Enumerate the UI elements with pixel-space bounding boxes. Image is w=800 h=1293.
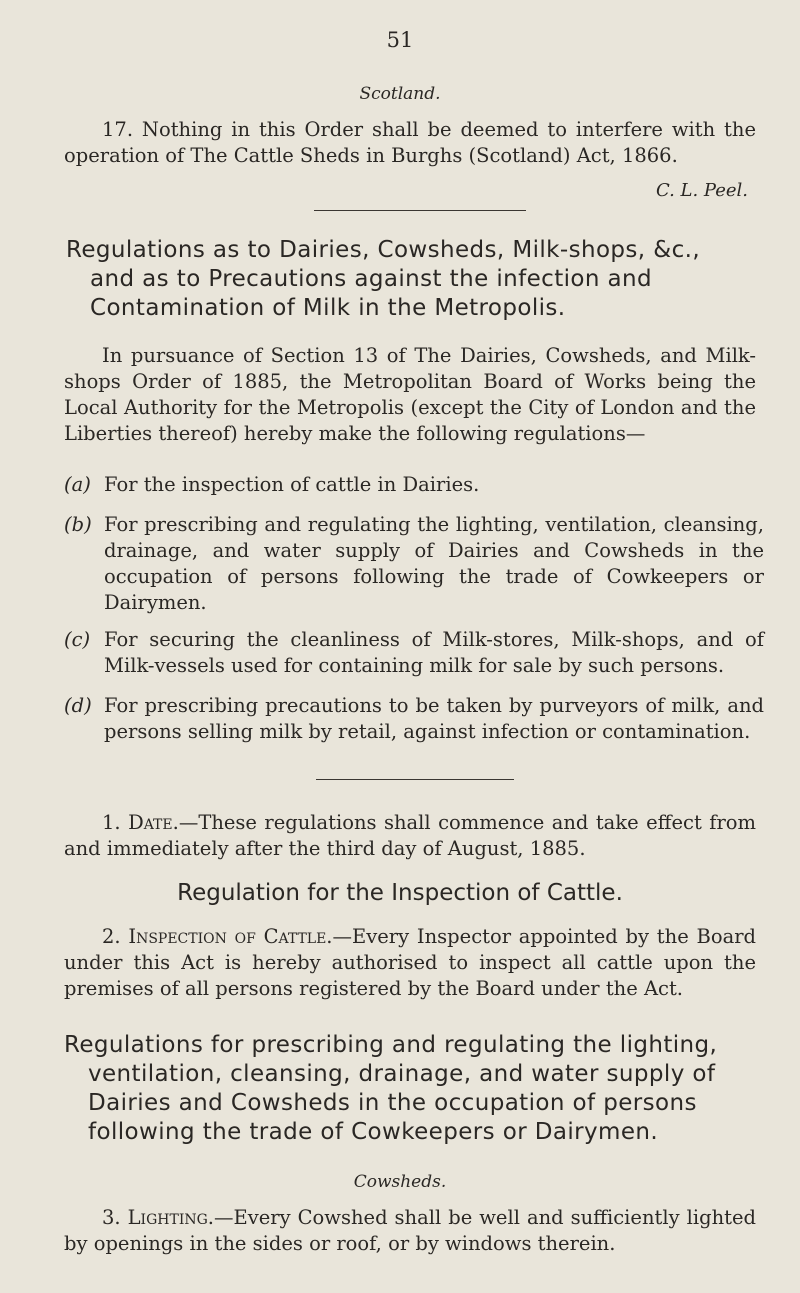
list-item xyxy=(64,693,764,745)
heading-line: Regulations for prescribing and regulating the lighting, xyxy=(64,1032,718,1058)
list-item-text: For prescribing and regulating the lighting, ventilation, cleansing, drainage, and water supply of Dairies and Cowsheds in the occupation of persons following the trade of Cowkeepers or Dairymen. xyxy=(104,513,764,614)
section-heading-cowsheds: Cowsheds. xyxy=(353,1172,447,1192)
main-heading-line: and as to Precautions against the infection and xyxy=(90,266,653,292)
regulation-number: 2. xyxy=(102,925,121,948)
regulation-text: —Every Cowshed shall be well and sufficiently lighted by openings in the sides or roof, or by windows therein. xyxy=(64,1206,756,1255)
list-item-label: (c) xyxy=(64,628,91,651)
signature: C. L. Peel. xyxy=(655,180,748,201)
regulation-2 xyxy=(64,924,756,1002)
list-item xyxy=(64,512,764,616)
heading-lighting xyxy=(64,1031,764,1147)
list-item-text: For prescribing precautions to be taken by purveyors of milk, and persons selling milk by retail, against infection or contamination. xyxy=(104,694,764,743)
regulation-text: —These regulations shall commence and take effect from and immediately after the third day of August, 1885. xyxy=(64,811,757,860)
list-item-label: (d) xyxy=(64,694,92,717)
heading-line: ventilation, cleansing, drainage, and water supply of xyxy=(88,1061,716,1087)
list-item xyxy=(64,627,764,679)
regulation-number: 1. xyxy=(102,811,121,834)
section-heading-scotland: Scotland. xyxy=(359,84,441,104)
divider xyxy=(316,779,514,780)
list-item-label: (a) xyxy=(64,473,91,496)
main-heading-line: Contamination of Milk in the Metropolis. xyxy=(90,295,566,321)
intro-paragraph: In pursuance of Section 13 of The Dairies, Cowsheds, and Milk-shops Order of 1885, the Metropolitan Board of Works being the Local Authority for the Metropolis (except the City of London and the Liberties thereof) hereby make the following regulations— xyxy=(64,344,756,445)
regulation-title: Date. xyxy=(128,811,179,834)
paragraph-number: 17. xyxy=(102,118,134,141)
regulation-title: Inspection of Cattle. xyxy=(128,925,333,948)
divider xyxy=(314,210,526,211)
main-heading xyxy=(66,236,766,323)
list-item xyxy=(64,472,764,498)
paragraph-text: Nothing in this Order shall be deemed to interfere with the operation of The Cattle Sheds in Burghs (Scotland) Act, 1866. xyxy=(64,118,756,167)
heading-line: Dairies and Cowsheds in the occupation of persons xyxy=(88,1090,697,1116)
regulation-1 xyxy=(64,810,756,862)
page-number: 51 xyxy=(386,28,414,52)
regulation-number: 3. xyxy=(102,1206,121,1229)
regulation-title: Lighting. xyxy=(127,1206,214,1229)
heading-inspection: Regulation for the Inspection of Cattle. xyxy=(177,880,623,906)
list-item-text: For the inspection of cattle in Dairies. xyxy=(104,473,480,496)
main-heading-line: Regulations as to Dairies, Cowsheds, Milk-shops, &c., xyxy=(66,237,701,263)
list-item-text: For securing the cleanliness of Milk-stores, Milk-shops, and of Milk-vessels used for containing milk for sale by such persons. xyxy=(104,628,764,677)
list-item-label: (b) xyxy=(64,513,92,536)
regulation-3 xyxy=(64,1205,756,1257)
regulation-text: —Every Inspector appointed by the Board under this Act is hereby authorised to inspect all cattle upon the premises of all persons registered by the Board under the Act. xyxy=(64,925,756,1000)
heading-line: following the trade of Cowkeepers or Dairymen. xyxy=(88,1119,659,1145)
paragraph-17 xyxy=(64,117,756,169)
